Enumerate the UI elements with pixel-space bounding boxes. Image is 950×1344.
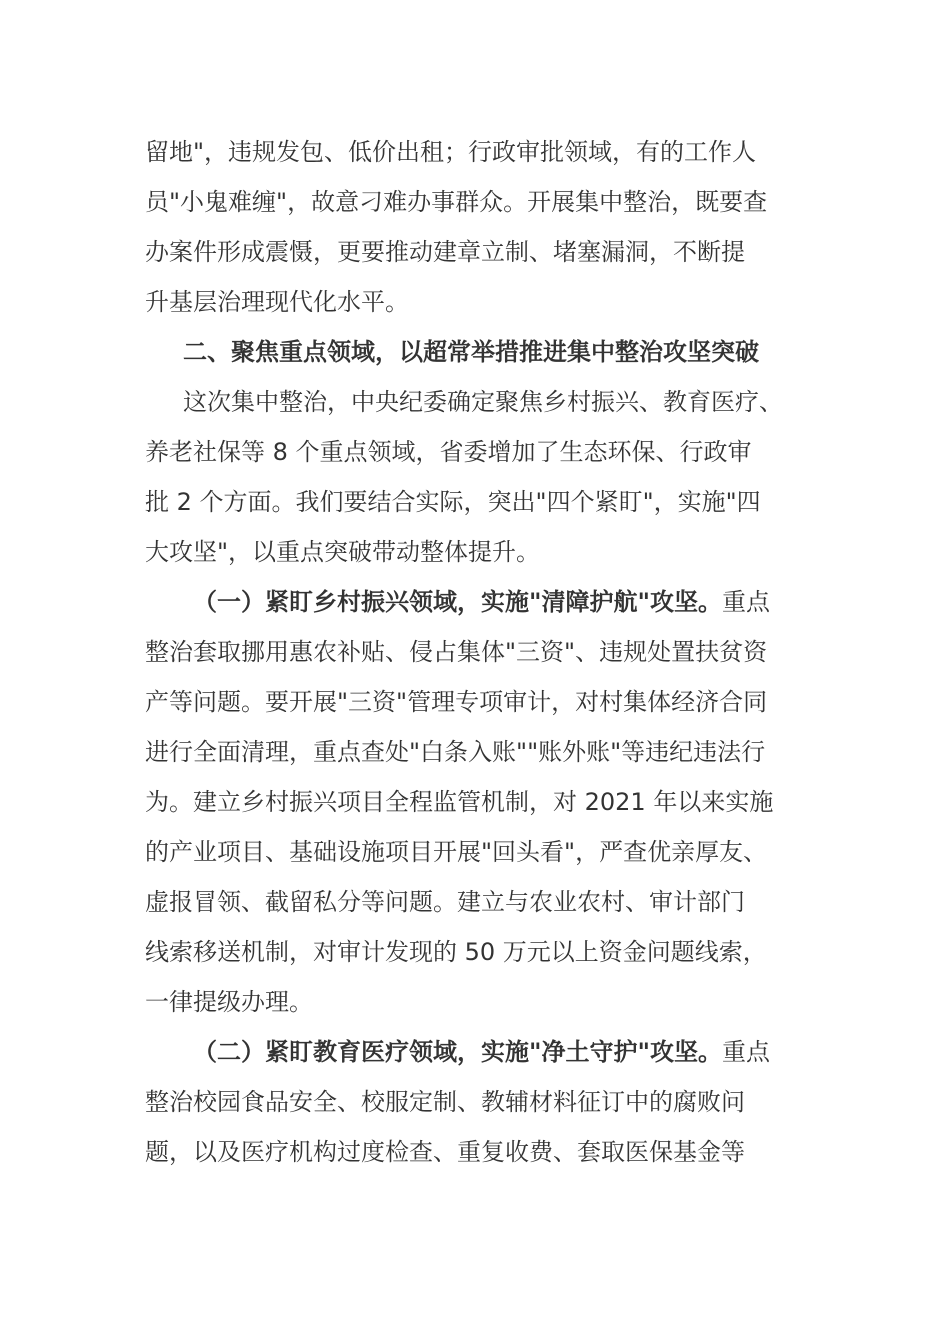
subheading-one: （一）紧盯乡村振兴领域，实施"清障护航"攻坚。 xyxy=(193,588,723,616)
paragraph-line: 一律提级办理。 xyxy=(145,988,313,1016)
paragraph-line: 批 2 个方面。我们要结合实际，突出"四个紧盯"，实施"四 xyxy=(145,488,761,516)
paragraph-line: 养老社保等 8 个重点领域，省委增加了生态环保、行政审 xyxy=(145,438,752,466)
paragraph-line: 为。建立乡村振兴项目全程监管机制，对 2021 年以来实施 xyxy=(145,788,774,816)
subheading-two-tail: 重点 xyxy=(722,1038,771,1066)
paragraph-line: 办案件形成震慑，更要推动建章立制、堵塞漏洞，不断提 xyxy=(145,238,745,266)
paragraph-line: 整治套取挪用惠农补贴、侵占集体"三资"、违规处置扶贫资 xyxy=(145,638,768,666)
paragraph-line: 进行全面清理，重点查处"白条入账""账外账"等违纪违法行 xyxy=(145,738,766,766)
paragraph-line: 升基层治理现代化水平。 xyxy=(145,288,409,316)
subheading-one-tail: 重点 xyxy=(722,588,771,616)
subheading-line xyxy=(145,1027,810,1077)
paragraph-line: 题，以及医疗机构过度检查、重复收费、套取医保基金等 xyxy=(145,1138,745,1166)
paragraph-line: 大攻坚"，以重点突破带动整体提升。 xyxy=(145,538,541,566)
paragraph-line: 留地"，违规发包、低价出租；行政审批领域，有的工作人 xyxy=(145,138,757,166)
paragraph-line: 整治校园食品安全、校服定制、教辅材料征订中的腐败问 xyxy=(145,1088,745,1116)
paragraph-line: 的产业项目、基础设施项目开展"回头看"，严查优亲厚友、 xyxy=(145,838,768,866)
paragraph-line: 线索移送机制，对审计发现的 50 万元以上资金问题线索， xyxy=(145,938,767,966)
subheading-line xyxy=(145,577,810,627)
document-body xyxy=(145,127,810,1177)
paragraph-line: 虚报冒领、截留私分等问题。建立与农业农村、审计部门 xyxy=(145,888,745,916)
paragraph-line: 员"小鬼难缠"，故意刁难办事群众。开展集中整治，既要查 xyxy=(145,188,768,216)
section-heading: 二、聚焦重点领域，以超常举措推进集中整治攻坚突破 xyxy=(183,338,759,366)
subheading-two: （二）紧盯教育医疗领域，实施"净土守护"攻坚。 xyxy=(193,1038,723,1066)
paragraph-line: 这次集中整治，中央纪委确定聚焦乡村振兴、教育医疗、 xyxy=(183,388,783,416)
paragraph-line: 产等问题。要开展"三资"管理专项审计，对村集体经济合同 xyxy=(145,688,768,716)
